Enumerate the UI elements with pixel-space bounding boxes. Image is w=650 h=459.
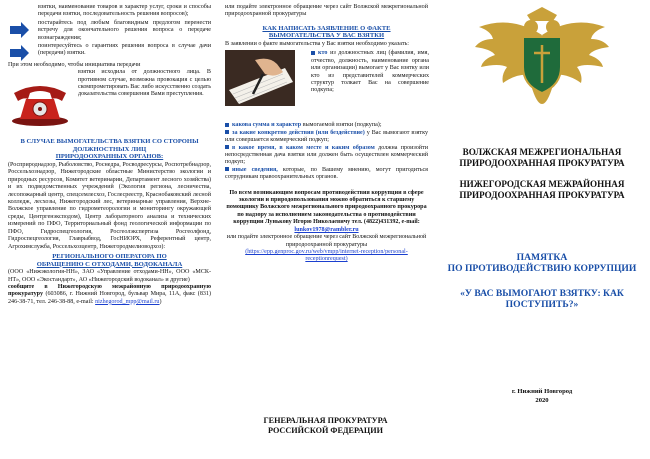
p1-top-text: взятки, наименование товаров и характер услуг, сроки и способы передачи взятки, последовательность решения вопросов); [38,4,211,18]
panel-left [0,0,217,459]
arrow-icon [8,45,30,61]
heading-how-line2: ВЫМОГАТЕЛЬСТВА У ВАС ВЗЯТКИ [268,32,385,40]
org-line2: ПРИРОДООХРАННАЯ ПРОКУРАТУРА [459,157,625,168]
heading-extortion-line2: ПРИРОДООХРАННЫХ ОРГАНОВ: [55,153,164,161]
bullet-postpone-text: постарайтесь под любым благовидным предлогом перенести встречу для окончательного решения вопроса о передаче вознаграждения; [38,19,211,41]
initiative-intro: При этом необходимо, чтобы инициатива передачи [8,61,141,68]
for-item [225,130,428,145]
bullet-square-icon [311,51,315,55]
bullet-postpone [8,20,211,42]
contact-block [225,190,428,234]
org2-line1: НИЖЕГОРОДСКАЯ МЕЖРАЙОННАЯ [459,179,625,189]
telephone-icon [10,79,70,127]
heading-operator [8,253,211,268]
footer-line1: ГЕНЕРАЛЬНАЯ ПРОКУРАТУРА [263,416,388,425]
org-title-nizhny [434,179,650,200]
other-item [225,167,428,182]
memo-title [434,252,650,275]
who-bold: кто [318,50,328,57]
heading-operator-line2: ОБРАЩЕНИЮ С ОТХОДАМИ, ВОДОКАНАЛА [36,260,183,268]
bullet-guarantees [8,43,211,58]
when-item [225,145,428,167]
bullet-square-icon [225,123,229,127]
question-title [434,288,650,311]
amount-item [225,122,428,129]
heading-how-to-write [225,25,428,40]
year: 2020 [535,396,549,404]
heading-extortion-line1: В СЛУЧАЕ ВЫМОГАТЕЛЬСТВА ВЗЯТКИ СО СТОРОНЫ ДОЛЖНОСТНЫХ ЛИЦ [20,138,199,153]
operators-list: (ООО «Нижэкология-НН», ЗАО «Управление отходами-НН», ООО «МСК-НТ», ООО «Экостандарт», АО «Нижегородский водоканал» и другие) [8,269,211,283]
statement-intro: В заявлении о факте вымогательства у Вас взятки необходимо указать: [225,41,409,47]
who-text [311,50,429,94]
amount-desc: вымогаемой взятки (подкупа); [302,122,382,129]
when-desc: должна произойти непосредственная дача взятки или должен быть осуществлен коммерческий подкуп; [225,144,428,166]
footer-gp [217,416,434,435]
site-text: или подайте электронное обращение через сайт Волжской межрегиональной природоохранной прокуратуры [226,234,427,248]
bullet-square-icon [225,130,229,134]
other-bold: иные сведения, [232,166,278,173]
report-email-link[interactable]: nizhegorod_mpp@mail.ru [95,298,160,305]
site-url-link[interactable]: (https://epp.genproc.gov.ru/web/vmpp/internet-reception/personal-receptionrequest) [245,248,408,263]
other-desc: которые, по Вашему мнению, могут пригодиться сотрудникам правоохранительных органов. [225,166,428,181]
report-bold: сообщите в Нижегородскую межрайонную природоохранную прокуратуру [8,283,211,298]
org-title-volga [434,147,650,168]
arrow-icon [8,22,30,38]
memo-line2: ПО ПРОТИВОДЕЙСТВИЮ КОРРУПЦИИ [447,263,637,275]
panel-cover [434,0,650,459]
p2-top-text: или подайте электронное обращение через сайт Волжской межрегиональной природоохранной прокуратуры [225,4,428,18]
when-bold: в какое время, в каком месте и каким образом [232,144,375,151]
amount-bold: какова сумма и характер [232,122,302,129]
site-url [225,249,428,264]
bullet-square-icon [225,167,229,171]
who-block [225,50,428,108]
heading-how-line1: КАК НАПИСАТЬ ЗАЯВЛЕНИЕ О ФАКТЕ [262,24,391,32]
city: г. Нижний Новгород [511,388,573,395]
org2-line2: ПРИРОДООХРАННАЯ ПРОКУРАТУРА [459,189,625,200]
contact-email-link[interactable]: lunkov1978@rambler.ru [294,226,359,233]
panel-middle [217,0,434,459]
heading-operator-line1: РЕГИОНАЛЬНОГО ОПЕРАТОРА ПО [52,252,167,260]
writing-hand-image [225,50,295,106]
phone-block [8,69,211,135]
initiative-text: взятки исходила от должностного лица. В противном случае, возможна провокация с целью скомпрометировать Вас либо искусственно создать доказательства совершения Вами преступления. [78,69,211,98]
question-line1: «У ВАС ВЫМОГАЮТ ВЗЯТКУ: КАК [460,288,624,299]
report-address: (603086, г. Нижний Новгород, бульвар Мира, 11А, факс (831) 246-38-71, тел. 246-38-88, e-mail: [8,291,211,305]
question-line2: ПОСТУПИТЬ?» [505,299,579,311]
bullet-square-icon [225,145,229,149]
prosecutor-emblem-icon [471,5,613,125]
heading-extortion-organs [8,138,211,161]
for-bold: за какие конкретно действия (или бездействие) [232,129,365,136]
org-line1: ВОЛЖСКАЯ МЕЖРЕГИОНАЛЬНАЯ [462,147,622,157]
report-contact: сообщите в Нижегородскую межрайонную природоохранную прокуратуру (603086, г. Нижний Новгород, бульвар Мира, 11А, факс (831) 246-38-71, тел. 246-38-88, e-mail: nizhegorod_mpp@mail.ru) [8,283,211,305]
memo-line1: ПАМЯТКА [516,252,568,263]
who-desc: из должностных лиц (фамилия, имя, отчество, должность, наименование органа или организации) вымогает у Вас взятку или кто из представителей коммерческих структур толкает Вас на совершение подкупа; [311,50,429,94]
footer-line2: РОССИЙСКОЙ ФЕДЕРАЦИИ [268,425,383,435]
for-desc: у Вас вымогают взятку или совершается коммерческий подкуп; [225,129,429,144]
contact-text: По всем возникающим вопросам противодействия коррупции в сфере экологии и природопользования можно обратиться к старшему помощнику Волжского межрегионального природоохранного прокурора по надзору за исполнением законодательства о противодействии коррупции Лунькову Игорю Николаевичу тел. (4822)431392, e-mail: [226,189,427,226]
city-year [434,388,650,405]
bullet-guarantees-text: поинтересуйтесь о гарантиях решения вопроса в случае дачи (передачи) взятки. [38,43,211,57]
organs-list: (Росприроднадзор, Рыболовство, Роснедра, Росводресурсы, Роспотребнадзор, Россельхознадзор, Нижегородские областные Министерство экологии и природных ресурсов, Комитет ветеринарии, Департамент лесного хозяйства) и их подведомственных учреждений (Экология региона, лесничества, лесопожарный центр, спецсемлесхоз, Гослесреестр, Краснобаковский лесной колледж, лесхозы, Нижегородский лес, ветеринарные управления, Верхне-Волжское управление по гидрометеорологии и мониторингу окружающей среды, Центргенэксподом), Центр лабораторного анализа и технических измерений по ПФО, Территориальный фонд геологической информации по ПФО, Гидроспецгеология, Росгеолэкспертиза Росгеолфонд, Гидроспецгеология, Главрыбвод, ГосНИОРХ, Референтный центр, Агрохимслужба, Россельхозцентр, Нижегородмелиоводхоз): [8,162,211,250]
